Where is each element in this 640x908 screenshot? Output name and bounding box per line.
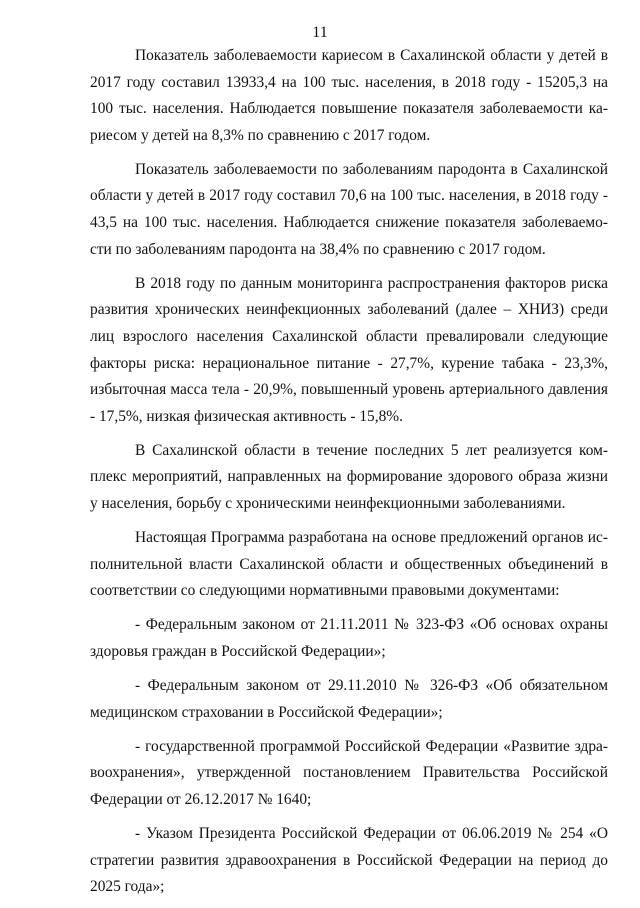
paragraph-periodontal: Показатель заболеваемости по заболеваниям пародонта в Сахалинской области у детей в 2017 году составил 70,6 на 100 тыс. населения, в 2018 году - 43,5 на 100 тыс. населения. Наблюдается снижение показателя заболеваемости по заболеваниям пародонта на 38,4% по сравнению с 2017 годом.: [90, 160, 608, 258]
paragraph-healthy-lifestyle: В Сахалинской области в течение последних 5 лет реализуется комплекс мероприятий, направленных на формирование здорового образа жизни у населения, борьбу с хроническими неинфекционными заболеваниями.: [90, 441, 608, 512]
list-item-law-323: - Федеральным законом от 21.11.2011 № 323-ФЗ «Об основах охраны здоровья граждан в Российской Федерации»;: [90, 616, 608, 660]
paragraph-risk-factors: В 2018 году по данным мониторинга распространения факторов риска развития хронических неинфекционных заболеваний (далее – ХНИЗ) среди лиц взрослого населения Сахалинской области превалировали следующие факторы риска: нерациональное питание - 27,7%, курение табака - 23,3%, избыточная масса тела - 20,9%, повышенный уровень артериального давления - 17,5%, низкая физическая активность - 15,8%.: [90, 274, 608, 425]
list-item-presidential-decree: - Указом Президента Российской Федерации от 06.06.2019 № 254 «О стратегии развития здравоохранения в Российской Федерации на период до 2025 года»;: [90, 825, 608, 896]
list-item-state-program: - государственной программой Российской Федерации «Развитие здравоохранения», утвержденной постановлением Правительства Российской Федерации от 26.12.2017 № 1640;: [90, 737, 608, 808]
paragraph-program-basis: Настоящая Программа разработана на основе предложений органов исполнительной власти Сахалинской области и общественных объединений в соответствии со следующими нормативными правовыми документами:: [90, 529, 608, 600]
list-item-law-326: - Федеральным законом от 29.11.2010 № 326-ФЗ «Об обязательном медицинском страховании в Российской Федерации»;: [90, 677, 608, 721]
document-body: [90, 43, 608, 908]
page-number: 11: [312, 24, 328, 41]
paragraph-caries: Показатель заболеваемости кариесом в Сахалинской области у детей в 2017 году составил 13933,4 на 100 тыс. населения, в 2018 году - 15205,3 на 100 тыс. населения. Наблюдается повышение показателя заболеваемости кариесом у детей на 8,3% по сравнению с 2017 годом.: [90, 47, 608, 144]
